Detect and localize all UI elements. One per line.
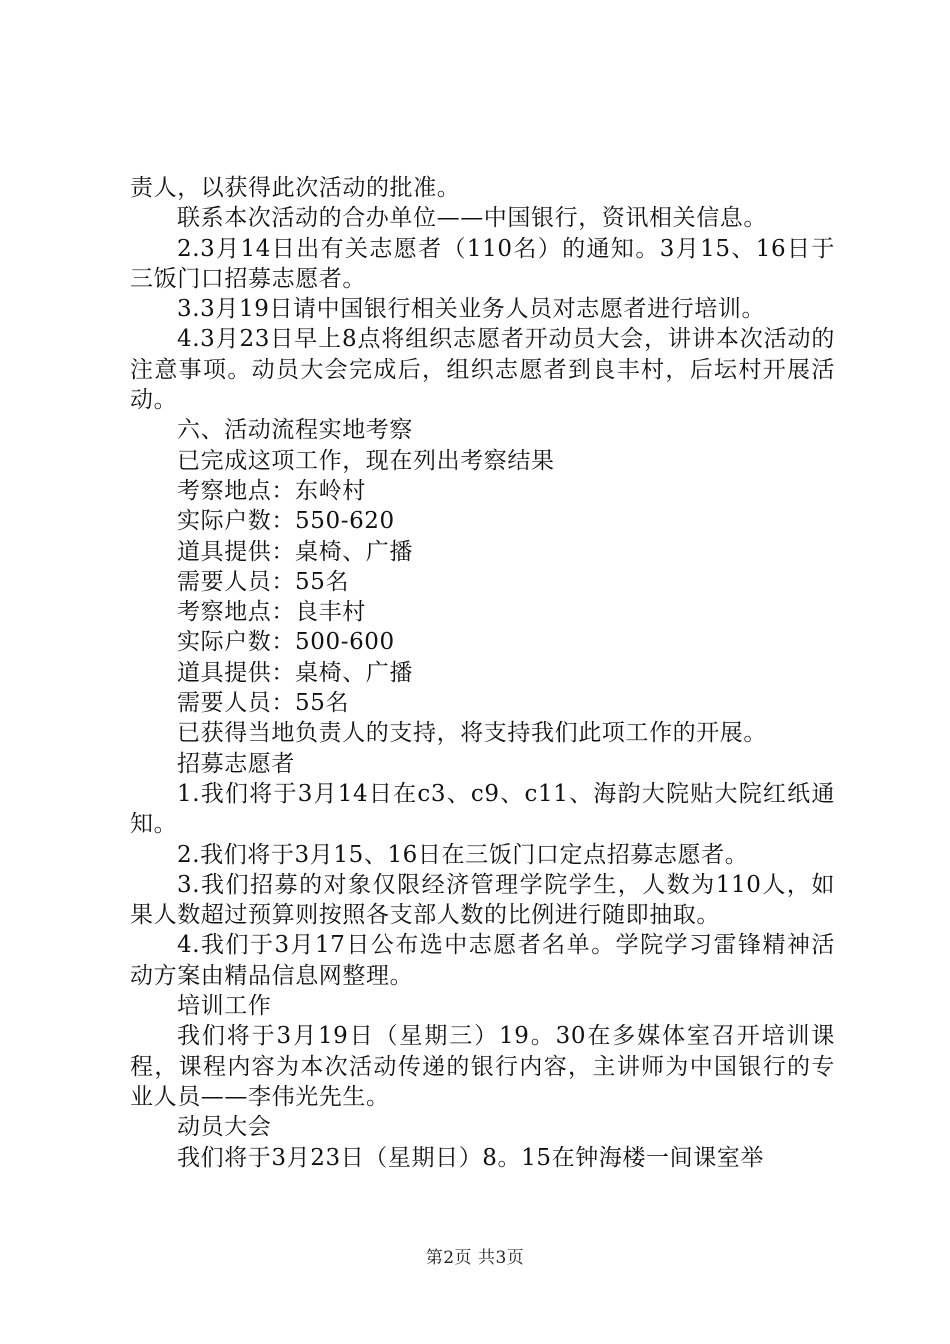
paragraph-step-4: 4.3月23日早上8点将组织志愿者开动员大会，讲讲本次活动的注意事项。动员大会完成后，组织志愿者到良丰村，后坛村开展活动。 [130, 326, 835, 414]
paragraph-training: 我们将于3月19日（星期三）19。30在多媒体室召开培训课程，课程内容为本次活动传递的银行内容，主讲师为中国银行的专业人员——李伟光先生。 [130, 1023, 835, 1110]
survey-props-1: 道具提供：桌椅、广播 [177, 538, 413, 565]
section-heading-site-survey: 六、活动流程实地考察 [177, 417, 413, 444]
recruit-item-4: 4.我们于3月17日公布选中志愿者名单。学院学习雷锋精神活动方案由精品信息网整理。 [130, 932, 835, 989]
survey-households-1: 实际户数：550-620 [177, 508, 395, 535]
paragraph-continuation: 责人，以获得此次活动的批准。 [130, 175, 461, 201]
paragraph-step-3: 3.3月19日请中国银行相关业务人员对志愿者进行培训。 [177, 296, 766, 323]
section-heading-training: 培训工作 [177, 993, 272, 1020]
paragraph-mobilization: 我们将于3月23日（星期日）8。15在钟海楼一间课室举 [177, 1144, 764, 1171]
section-heading-recruit: 招募志愿者 [177, 750, 295, 777]
recruit-item-3: 3.我们招募的对象仅限经济管理学院学生，人数为110人，如果人数超过预算则按照各支部人数的比例进行随即抽取。 [130, 871, 835, 929]
document-body [130, 173, 835, 1173]
survey-location-2: 考察地点：良丰村 [177, 599, 366, 626]
survey-staff-2: 需要人员：55名 [177, 690, 350, 717]
paragraph-survey-intro: 已完成这项工作，现在列出考察结果 [177, 447, 555, 474]
recruit-item-2: 2.我们将于3月15、16日在三饭门口定点招募志愿者。 [177, 841, 749, 868]
paragraph-local-support: 已获得当地负责人的支持，将支持我们此项工作的开展。 [177, 720, 767, 747]
survey-staff-1: 需要人员：55名 [177, 568, 350, 595]
paragraph-contact-partner: 联系本次活动的合办单位——中国银行，资讯相关信息。 [177, 205, 767, 232]
paragraph-step-2: 2.3月14日出有关志愿者（110名）的通知。3月15、16日于三饭门口招募志愿者。 [130, 235, 835, 292]
page-number-footer: 第2页 共3页 [425, 1248, 525, 1268]
recruit-item-1: 1.我们将于3月14日在c3、c9、c11、海韵大院贴大院红纸通知。 [130, 780, 835, 838]
section-heading-mobilization: 动员大会 [177, 1114, 272, 1141]
survey-props-2: 道具提供：桌椅、广播 [177, 659, 413, 686]
survey-location-1: 考察地点：东岭村 [177, 477, 366, 504]
survey-households-2: 实际户数：500-600 [177, 629, 395, 656]
